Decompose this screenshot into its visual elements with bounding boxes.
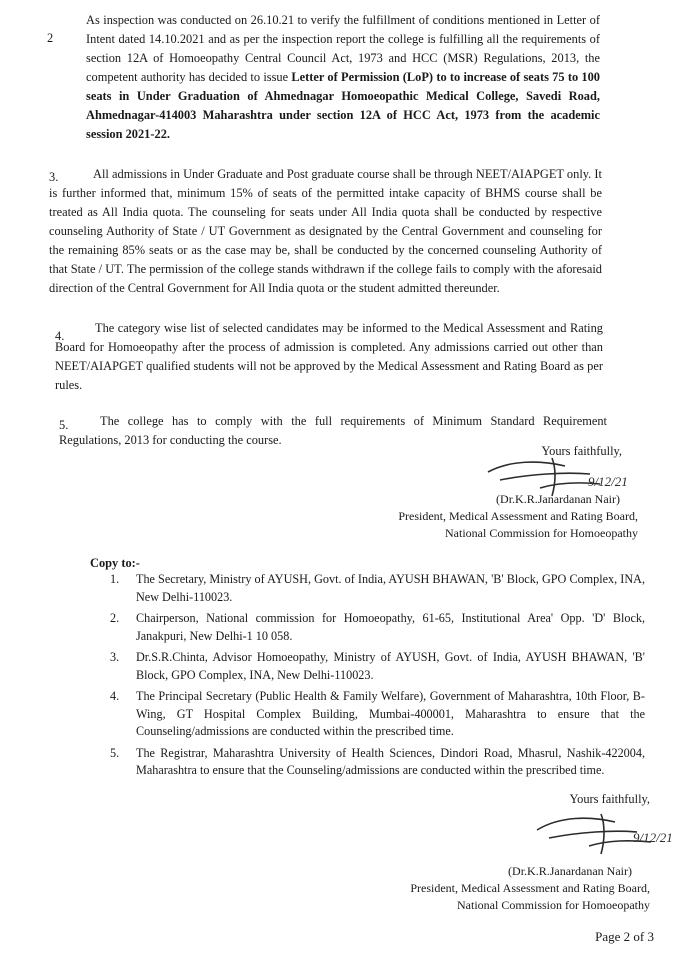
- list-item-number: 4.: [110, 689, 120, 703]
- paragraph-number: 5.: [59, 418, 69, 432]
- paragraph-text: As inspection was conducted on 26.10.21 to verify the fulfillment of conditions mentioned in Letter of Intent dated 14.10.2021 and as per the inspection report the college is fulfilling all the requirements of section 12A of Homoeopathy Central Council Act, 1973 and HCC (MSR) Regulations, 2013, the competent authority has decided to issue: [86, 13, 600, 84]
- handwritten-signature-2: [515, 806, 685, 858]
- paragraph-3: [49, 165, 602, 298]
- copy-to-heading: Copy to:-: [90, 556, 140, 570]
- list-item-number: 1.: [110, 572, 120, 586]
- signatory-title: President, Medical Assessment and Rating Board,: [410, 881, 650, 895]
- signatory-organization: National Commission for Homoeopathy: [457, 898, 650, 912]
- copy-to-list: [110, 571, 645, 784]
- paragraph-number: 4.: [55, 329, 65, 343]
- list-item-text: Chairperson, National commission for Homoeopathy, 61-65, Institutional Area' Opp. 'D' Block, Janakpuri, New Delhi-1 10 058.: [136, 611, 645, 643]
- list-item-text: The Secretary, Ministry of AYUSH, Govt. of India, AYUSH BHAWAN, 'B' Block, GPO Complex, INA, New Delhi-110023.: [136, 572, 645, 604]
- signatory-organization: National Commission for Homoeopathy: [445, 526, 638, 540]
- paragraph-text: All admissions in Under Graduate and Post graduate course shall be through NEET/AIAPGET only. It is further informed that, minimum 15% of seats of the permitted intake capacity of BHMS course shall be treated as All India quota. The counseling for seats under All India quota shall be conducted by respective counseling Authority of State / UT Government as designated by the Central Government and counseling for the remaining 85% seats or as the case may be, shall be conducted by the concerned counseling Authority of that State / UT. The permission of the college stands withdrawn if the college fails to comply with the aforesaid direction of the Central Government for All India quota or the student admitted thereunder.: [49, 167, 602, 295]
- signature-date: 9/12/21: [633, 830, 673, 845]
- paragraph-5: [59, 412, 607, 450]
- signature-date: 9/12/21: [588, 474, 628, 489]
- paragraph-text: The category wise list of selected candidates may be informed to the Medical Assessment and Rating Board for Homoeopathy after the process of admission is completed. Any admissions carried out other than NEET/AIAPGET qualified students will not be approved by the Medical Assessment and Rating Board as per rules.: [55, 321, 603, 392]
- list-item-number: 2.: [110, 611, 120, 625]
- paragraph-number: 3.: [49, 170, 59, 184]
- signatory-details-2: [410, 863, 650, 914]
- signatory-name: (Dr.K.R.Janardanan Nair): [508, 864, 632, 878]
- list-item-text: The Registrar, Maharashtra University of Health Sciences, Dindori Road, Mhasrul, Nashik-422004, Maharashtra to ensure that the Counseling/admissions are conducted within the prescribed time.: [136, 745, 645, 777]
- paragraph-text: The college has to comply with the full requirements of Minimum Standard Requirement Regulations, 2013 for conducting the course.: [59, 414, 607, 447]
- paragraph-2: [86, 11, 600, 144]
- signatory-details-1: [398, 491, 638, 542]
- paragraph-bold-text: Letter of Permission (LoP) to to increase of seats 75 to 100 seats in Under Graduation of Ahmednagar Homoeopathic Medical College, Savedi Road, Ahmednagar-414003 Maharashtra under section 12A of HCC Act, 1973 from the academic session 2021-22.: [86, 70, 600, 141]
- paragraph-number: 2: [47, 31, 54, 45]
- closing-text: Yours faithfully,: [569, 792, 650, 806]
- list-item: [110, 610, 645, 645]
- signatory-name: (Dr.K.R.Janardanan Nair): [496, 492, 620, 506]
- list-item: [110, 745, 645, 780]
- list-item: [110, 688, 645, 741]
- list-item: [110, 571, 645, 606]
- list-item-text: The Principal Secretary (Public Health & Family Welfare), Government of Maharashtra, 10th Floor, B- Wing, GT Hospital Complex Building, Mumbai-400001, Maharashtra to ensure that the Counseling/admissions are conducted within the prescribed time.: [136, 689, 645, 738]
- list-item: [110, 649, 645, 684]
- list-item-number: 3.: [110, 650, 120, 664]
- signatory-title: President, Medical Assessment and Rating Board,: [398, 509, 638, 523]
- paragraph-4: [55, 319, 603, 395]
- page-number: Page 2 of 3: [595, 929, 654, 944]
- list-item-text: Dr.S.R.Chinta, Advisor Homoeopathy, Ministry of AYUSH, Govt. of India, AYUSH BHAWAN, 'B' Block, GPO Complex, INA, New Delhi-110023.: [136, 650, 645, 682]
- list-item-number: 5.: [110, 745, 120, 760]
- closing-text: Yours faithfully,: [541, 444, 622, 458]
